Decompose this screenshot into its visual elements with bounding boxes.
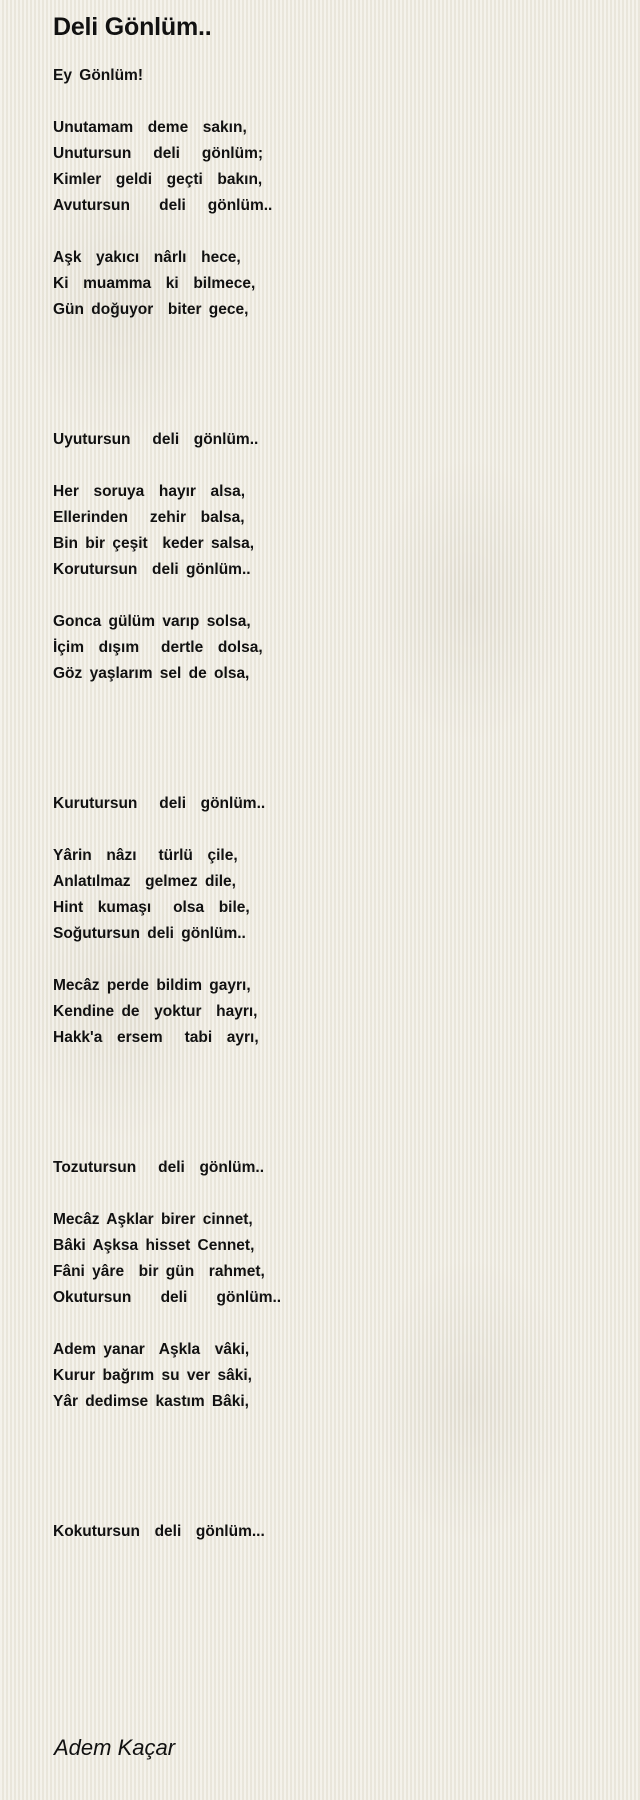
poem-line: Ki muamma ki bilmece, [53, 275, 256, 292]
poem-blank-line [53, 1103, 613, 1129]
poem-body [53, 63, 613, 1545]
poem-line: Bâki Aşksa hisset Cennet, [53, 1237, 255, 1254]
poem-line: Kurutursun deli gönlüm.. [53, 795, 266, 812]
poem-blank-line [53, 1129, 613, 1155]
poem-line: Unutamam deme sakın, [53, 119, 247, 136]
poem-author: Adem Kaçar [54, 1735, 176, 1760]
poem-blank-line [53, 713, 613, 739]
poem-line: Yâr dedimse kastım Bâki, [53, 1393, 249, 1410]
poem-line: Kimler geldi geçti bakın, [53, 171, 263, 188]
poem-blank-line [53, 817, 613, 843]
poem-line: Kurur bağrım su ver sâki, [53, 1367, 252, 1384]
poem-line: Ey Gönlüm! [53, 67, 143, 84]
poem-line: Mecâz perde bildim gayrı, [53, 977, 251, 994]
poem-line: Aşk yakıcı nârlı hece, [53, 249, 241, 266]
poem-line: İçim dışım dertle dolsa, [53, 639, 263, 656]
poem-line: Korutursun deli gönlüm.. [53, 561, 251, 578]
poem-blank-line [53, 1415, 613, 1441]
poem-blank-line [53, 323, 613, 349]
poem-line: Bin bir çeşit keder salsa, [53, 535, 255, 552]
poem-blank-line [53, 1311, 613, 1337]
poem-blank-line [53, 1441, 613, 1467]
poem-blank-line [53, 1467, 613, 1493]
poem-blank-line [53, 1051, 613, 1077]
poem-title: Deli Gönlüm.. [53, 13, 212, 41]
poem-line: Hakk'a ersem tabi ayrı, [53, 1029, 259, 1046]
poem-line: Okutursun deli gönlüm.. [53, 1289, 282, 1306]
poem-line: Adem yanar Aşkla vâki, [53, 1341, 250, 1358]
poem-line: Göz yaşlarım sel de olsa, [53, 665, 250, 682]
poem-blank-line [53, 947, 613, 973]
poem-blank-line [53, 1181, 613, 1207]
poem-blank-line [53, 687, 613, 713]
poem-blank-line [53, 1077, 613, 1103]
poem-line: Unutursun deli gönlüm; [53, 145, 264, 162]
poem-line: Hint kumaşı olsa bile, [53, 899, 250, 916]
poem-line: Ellerinden zehir balsa, [53, 509, 245, 526]
poem-blank-line [53, 219, 613, 245]
poem-line: Kokutursun deli gönlüm... [53, 1523, 265, 1540]
poem-blank-line [53, 583, 613, 609]
poem-blank-line [53, 349, 613, 375]
poem-line: Her soruya hayır alsa, [53, 483, 246, 500]
poem-blank-line [53, 765, 613, 791]
poem-blank-line [53, 375, 613, 401]
poem-blank-line [53, 89, 613, 115]
poem-blank-line [53, 1493, 613, 1519]
poem-line: Anlatılmaz gelmez dile, [53, 873, 236, 890]
poem-blank-line [53, 739, 613, 765]
poem-line: Kendine de yoktur hayrı, [53, 1003, 258, 1020]
poem-line: Avutursun deli gönlüm.. [53, 197, 273, 214]
poem-line: Tozutursun deli gönlüm.. [53, 1159, 265, 1176]
poem-line: Mecâz Aşklar birer cinnet, [53, 1211, 253, 1228]
poem-line: Yârin nâzı türlü çile, [53, 847, 238, 864]
poem-line: Gün doğuyor biter gece, [53, 301, 249, 318]
poem-line: Gonca gülüm varıp solsa, [53, 613, 251, 630]
poem-line: Fâni yâre bir gün rahmet, [53, 1263, 265, 1280]
poem-line: Soğutursun deli gönlüm.. [53, 925, 246, 942]
poem-line: Uyutursun deli gönlüm.. [53, 431, 259, 448]
poem-blank-line [53, 453, 613, 479]
poem-container [53, 0, 613, 1545]
poem-blank-line [53, 401, 613, 427]
